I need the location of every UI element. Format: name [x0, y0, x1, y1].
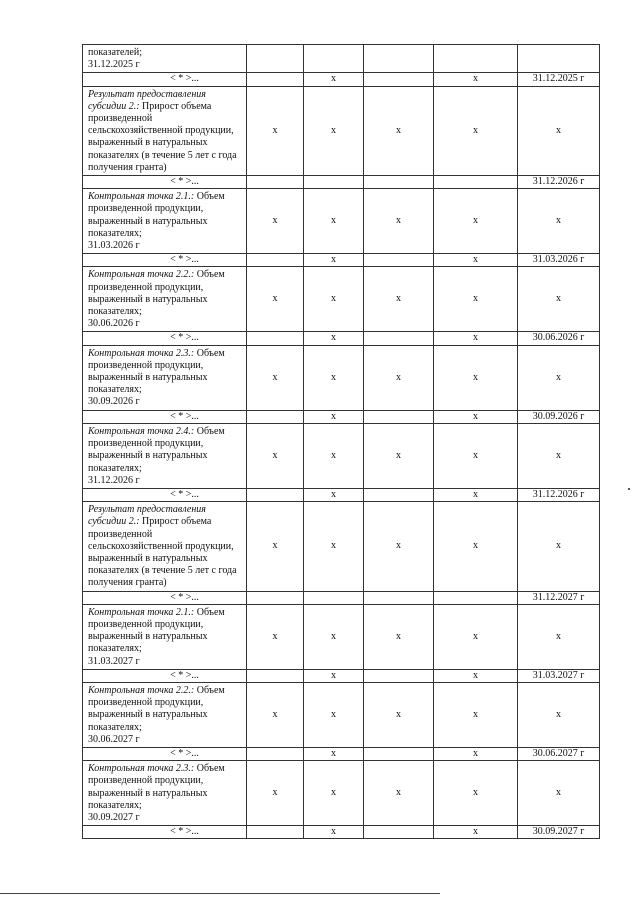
value-cell: x	[434, 345, 518, 410]
result-text: Объем произведенной продукции, выраженный в натуральных показателях; 30.09.2027 г	[88, 763, 225, 823]
value-cell	[364, 747, 434, 760]
value-cell: x	[434, 254, 518, 267]
value-cell: x	[434, 604, 518, 669]
value-cell: x	[364, 189, 434, 254]
value-cell: x	[518, 86, 600, 175]
marker-label: < * >...	[83, 176, 247, 189]
value-cell: x	[434, 332, 518, 345]
value-cell: x	[434, 86, 518, 175]
value-cell: x	[364, 502, 434, 591]
value-cell: x	[434, 747, 518, 760]
marker-row	[83, 73, 600, 86]
value-cell	[364, 591, 434, 604]
empty-cell	[247, 669, 304, 682]
value-cell	[304, 591, 364, 604]
value-cell: x	[304, 423, 364, 488]
result-label: Контрольная точка 2.1.:	[88, 191, 195, 203]
value-cell: x	[304, 826, 364, 839]
value-cell	[364, 488, 434, 501]
value-cell: x	[518, 189, 600, 254]
value-cell: x	[304, 86, 364, 175]
deadline-cell: 30.06.2026 г	[518, 332, 600, 345]
value-cell: x	[247, 345, 304, 410]
value-cell: x	[364, 86, 434, 175]
value-cell: x	[434, 502, 518, 591]
value-cell: x	[247, 86, 304, 175]
value-cell	[364, 254, 434, 267]
value-cell: x	[518, 267, 600, 332]
value-cell: x	[304, 761, 364, 826]
result-text: Объем произведенной продукции, выраженный в натуральных показателях; 31.12.2026 г	[88, 425, 225, 486]
value-cell	[364, 332, 434, 345]
value-cell	[247, 45, 304, 73]
marker-row	[83, 591, 600, 604]
value-cell: x	[434, 682, 518, 747]
result-text: Объем произведенной продукции, выраженный в натуральных показателях; 30.06.2027 г	[88, 684, 225, 745]
value-cell	[364, 73, 434, 86]
result-row	[83, 682, 600, 747]
empty-cell	[247, 747, 304, 760]
value-cell: x	[364, 761, 434, 826]
result-description	[83, 423, 247, 488]
value-cell: x	[304, 604, 364, 669]
empty-cell	[247, 591, 304, 604]
result-row	[83, 189, 600, 254]
value-cell: x	[247, 502, 304, 591]
results-table	[82, 44, 600, 839]
value-cell	[364, 669, 434, 682]
value-cell: x	[304, 254, 364, 267]
deadline-cell: 31.12.2027 г	[518, 591, 600, 604]
deadline-cell: 31.12.2025 г	[518, 73, 600, 86]
empty-cell	[247, 254, 304, 267]
value-cell: x	[304, 502, 364, 591]
marker-row	[83, 669, 600, 682]
marker-label: < * >...	[83, 591, 247, 604]
marker-label: < * >...	[83, 747, 247, 760]
value-cell: x	[518, 682, 600, 747]
value-cell: x	[364, 423, 434, 488]
value-cell: x	[518, 604, 600, 669]
scan-speck	[628, 488, 630, 490]
result-row	[83, 45, 600, 73]
value-cell: x	[247, 267, 304, 332]
deadline-cell: 30.09.2026 г	[518, 410, 600, 423]
value-cell: x	[247, 423, 304, 488]
empty-cell	[247, 73, 304, 86]
result-text: Прирост объема произведенной сельскохозяйственной продукции, выраженный в натуральных показателях (в течение 5 лет с года получения гранта)	[88, 100, 237, 173]
marker-row	[83, 488, 600, 501]
value-cell	[304, 176, 364, 189]
value-cell: x	[518, 423, 600, 488]
value-cell: x	[518, 345, 600, 410]
value-cell: x	[304, 488, 364, 501]
result-description	[83, 345, 247, 410]
result-text: Объем произведенной продукции, выраженный в натуральных показателях; 30.09.2026 г	[88, 347, 225, 408]
marker-label: < * >...	[83, 669, 247, 682]
value-cell	[364, 45, 434, 73]
result-row	[83, 761, 600, 826]
result-row	[83, 502, 600, 591]
result-row	[83, 604, 600, 669]
value-cell: x	[304, 345, 364, 410]
value-cell: x	[434, 761, 518, 826]
result-row	[83, 267, 600, 332]
result-description	[83, 189, 247, 254]
marker-label: < * >...	[83, 410, 247, 423]
marker-row	[83, 332, 600, 345]
value-cell: x	[247, 604, 304, 669]
value-cell	[364, 826, 434, 839]
result-row	[83, 86, 600, 175]
value-cell: x	[518, 502, 600, 591]
value-cell	[434, 176, 518, 189]
marker-row	[83, 176, 600, 189]
result-label: Контрольная точка 2.3.:	[88, 347, 195, 359]
value-cell	[304, 45, 364, 73]
marker-label: < * >...	[83, 73, 247, 86]
empty-cell	[247, 488, 304, 501]
result-text: Объем произведенной продукции, выраженный в натуральных показателях; 31.03.2027 г	[88, 606, 225, 667]
deadline-cell: 31.12.2026 г	[518, 176, 600, 189]
value-cell: x	[434, 423, 518, 488]
result-row	[83, 423, 600, 488]
marker-label: < * >...	[83, 254, 247, 267]
result-description	[83, 502, 247, 591]
result-label: Контрольная точка 2.3.:	[88, 763, 195, 775]
result-label: Контрольная точка 2.2.:	[88, 269, 195, 281]
value-cell: x	[434, 669, 518, 682]
value-cell: x	[434, 488, 518, 501]
value-cell: x	[304, 669, 364, 682]
result-label: Контрольная точка 2.1.:	[88, 606, 195, 618]
result-label: Контрольная точка 2.4.:	[88, 425, 195, 437]
value-cell: x	[364, 345, 434, 410]
deadline-cell: 31.12.2026 г	[518, 488, 600, 501]
value-cell: x	[434, 826, 518, 839]
page-bottom-rule	[0, 893, 440, 894]
empty-cell	[247, 176, 304, 189]
result-label: Результат предоставления субсидии 2.:	[88, 504, 206, 528]
value-cell: x	[434, 73, 518, 86]
result-description	[83, 45, 247, 73]
deadline-cell: 31.03.2026 г	[518, 254, 600, 267]
value-cell	[364, 176, 434, 189]
deadline-cell: 30.06.2027 г	[518, 747, 600, 760]
value-cell: x	[434, 410, 518, 423]
empty-cell	[247, 826, 304, 839]
result-description	[83, 682, 247, 747]
result-text: Объем произведенной продукции, выраженный в натуральных показателях; 30.06.2026 г	[88, 269, 225, 330]
result-text: показателей; 31.12.2025 г	[88, 47, 142, 71]
result-text: Прирост объема произведенной сельскохозяйственной продукции, выраженный в натуральных показателях (в течение 5 лет с года получения гранта)	[88, 516, 237, 589]
value-cell: x	[434, 189, 518, 254]
value-cell: x	[247, 682, 304, 747]
value-cell: x	[364, 682, 434, 747]
result-row	[83, 345, 600, 410]
result-label: Результат предоставления субсидии 2.:	[88, 88, 206, 112]
deadline-cell: 31.03.2027 г	[518, 669, 600, 682]
value-cell: x	[304, 267, 364, 332]
result-label: Контрольная точка 2.2.:	[88, 684, 195, 696]
value-cell	[518, 45, 600, 73]
value-cell: x	[304, 189, 364, 254]
value-cell: x	[304, 73, 364, 86]
value-cell: x	[247, 189, 304, 254]
marker-row	[83, 410, 600, 423]
value-cell: x	[247, 761, 304, 826]
empty-cell	[247, 332, 304, 345]
value-cell: x	[304, 332, 364, 345]
value-cell	[434, 45, 518, 73]
value-cell: x	[364, 604, 434, 669]
value-cell: x	[304, 747, 364, 760]
marker-row	[83, 826, 600, 839]
marker-label: < * >...	[83, 332, 247, 345]
value-cell	[364, 410, 434, 423]
result-description	[83, 604, 247, 669]
value-cell: x	[518, 761, 600, 826]
value-cell: x	[304, 682, 364, 747]
result-description	[83, 267, 247, 332]
empty-cell	[247, 410, 304, 423]
result-description	[83, 86, 247, 175]
result-text: Объем произведенной продукции, выраженный в натуральных показателях; 31.03.2026 г	[88, 191, 225, 252]
marker-label: < * >...	[83, 488, 247, 501]
result-description	[83, 761, 247, 826]
deadline-cell: 30.09.2027 г	[518, 826, 600, 839]
value-cell: x	[434, 267, 518, 332]
marker-label: < * >...	[83, 826, 247, 839]
value-cell: x	[364, 267, 434, 332]
marker-row	[83, 747, 600, 760]
marker-row	[83, 254, 600, 267]
value-cell	[434, 591, 518, 604]
value-cell: x	[304, 410, 364, 423]
